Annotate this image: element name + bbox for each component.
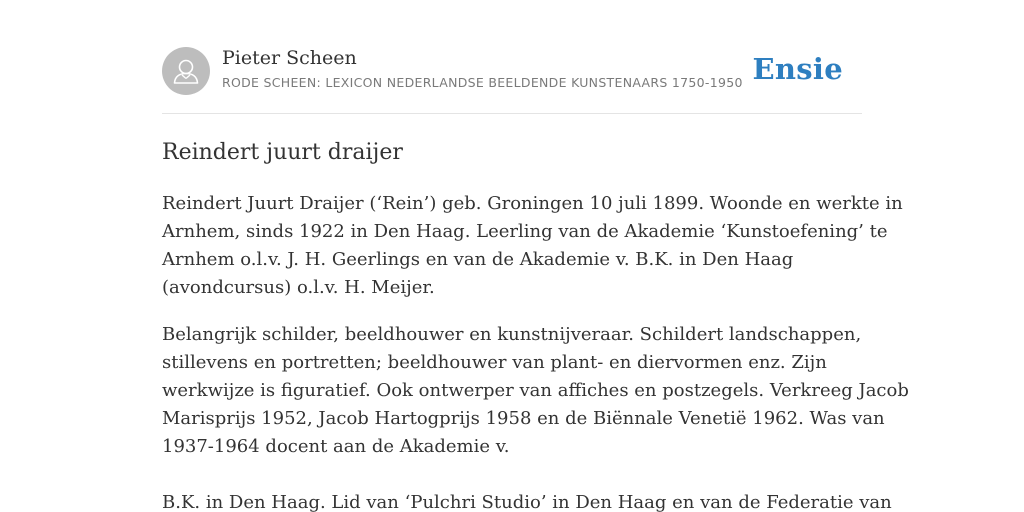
- source-title[interactable]: RODE SCHEEN: LEXICON NEDERLANDSE BEELDENDE KUNSTENAARS 1750-1950: [222, 75, 743, 90]
- article-paragraph-1: [162, 190, 903, 302]
- article-paragraph-3: [162, 489, 892, 512]
- article-header: [162, 47, 862, 97]
- user-silhouette-icon: [162, 47, 210, 95]
- paragraph-line: Belangrijk schilder, beeldhouwer en kunstnijveraar. Schildert landschappen,: [162, 324, 862, 345]
- paragraph-line: B.K. in Den Haag. Lid van ‘Pulchri Studio’ in Den Haag en van de Federatie van: [162, 492, 892, 512]
- avatar[interactable]: [162, 47, 210, 95]
- paragraph-line: Arnhem o.l.v. J. H. Geerlings en van de Akademie v. B.K. in Den Haag: [162, 249, 794, 270]
- paragraph-line: (avondcursus) o.l.v. H. Meijer.: [162, 277, 435, 298]
- header-divider: [162, 113, 862, 114]
- paragraph-line: 1937-1964 docent aan de Akademie v.: [162, 436, 510, 457]
- paragraph-line: werkwijze is figuratief. Ook ontwerper van affiches en postzegels. Verkreeg Jacob: [162, 380, 909, 401]
- article-paragraph-2: [162, 321, 909, 461]
- author-name[interactable]: Pieter Scheen: [222, 47, 357, 69]
- paragraph-line: Marisprijs 1952, Jacob Hartogprijs 1958 en de Biënnale Venetië 1962. Was van: [162, 408, 885, 429]
- paragraph-line: Arnhem, sinds 1922 in Den Haag. Leerling van de Akademie ‘Kunstoefening’ te: [162, 221, 888, 242]
- article-title: Reindert juurt draijer: [162, 140, 403, 165]
- brand-logo[interactable]: Ensie: [752, 52, 843, 86]
- paragraph-line: stillevens en portretten; beeldhouwer van plant- en diervormen enz. Zijn: [162, 352, 827, 373]
- paragraph-line: Reindert Juurt Draijer (‘Rein’) geb. Groningen 10 juli 1899. Woonde en werkte in: [162, 193, 903, 214]
